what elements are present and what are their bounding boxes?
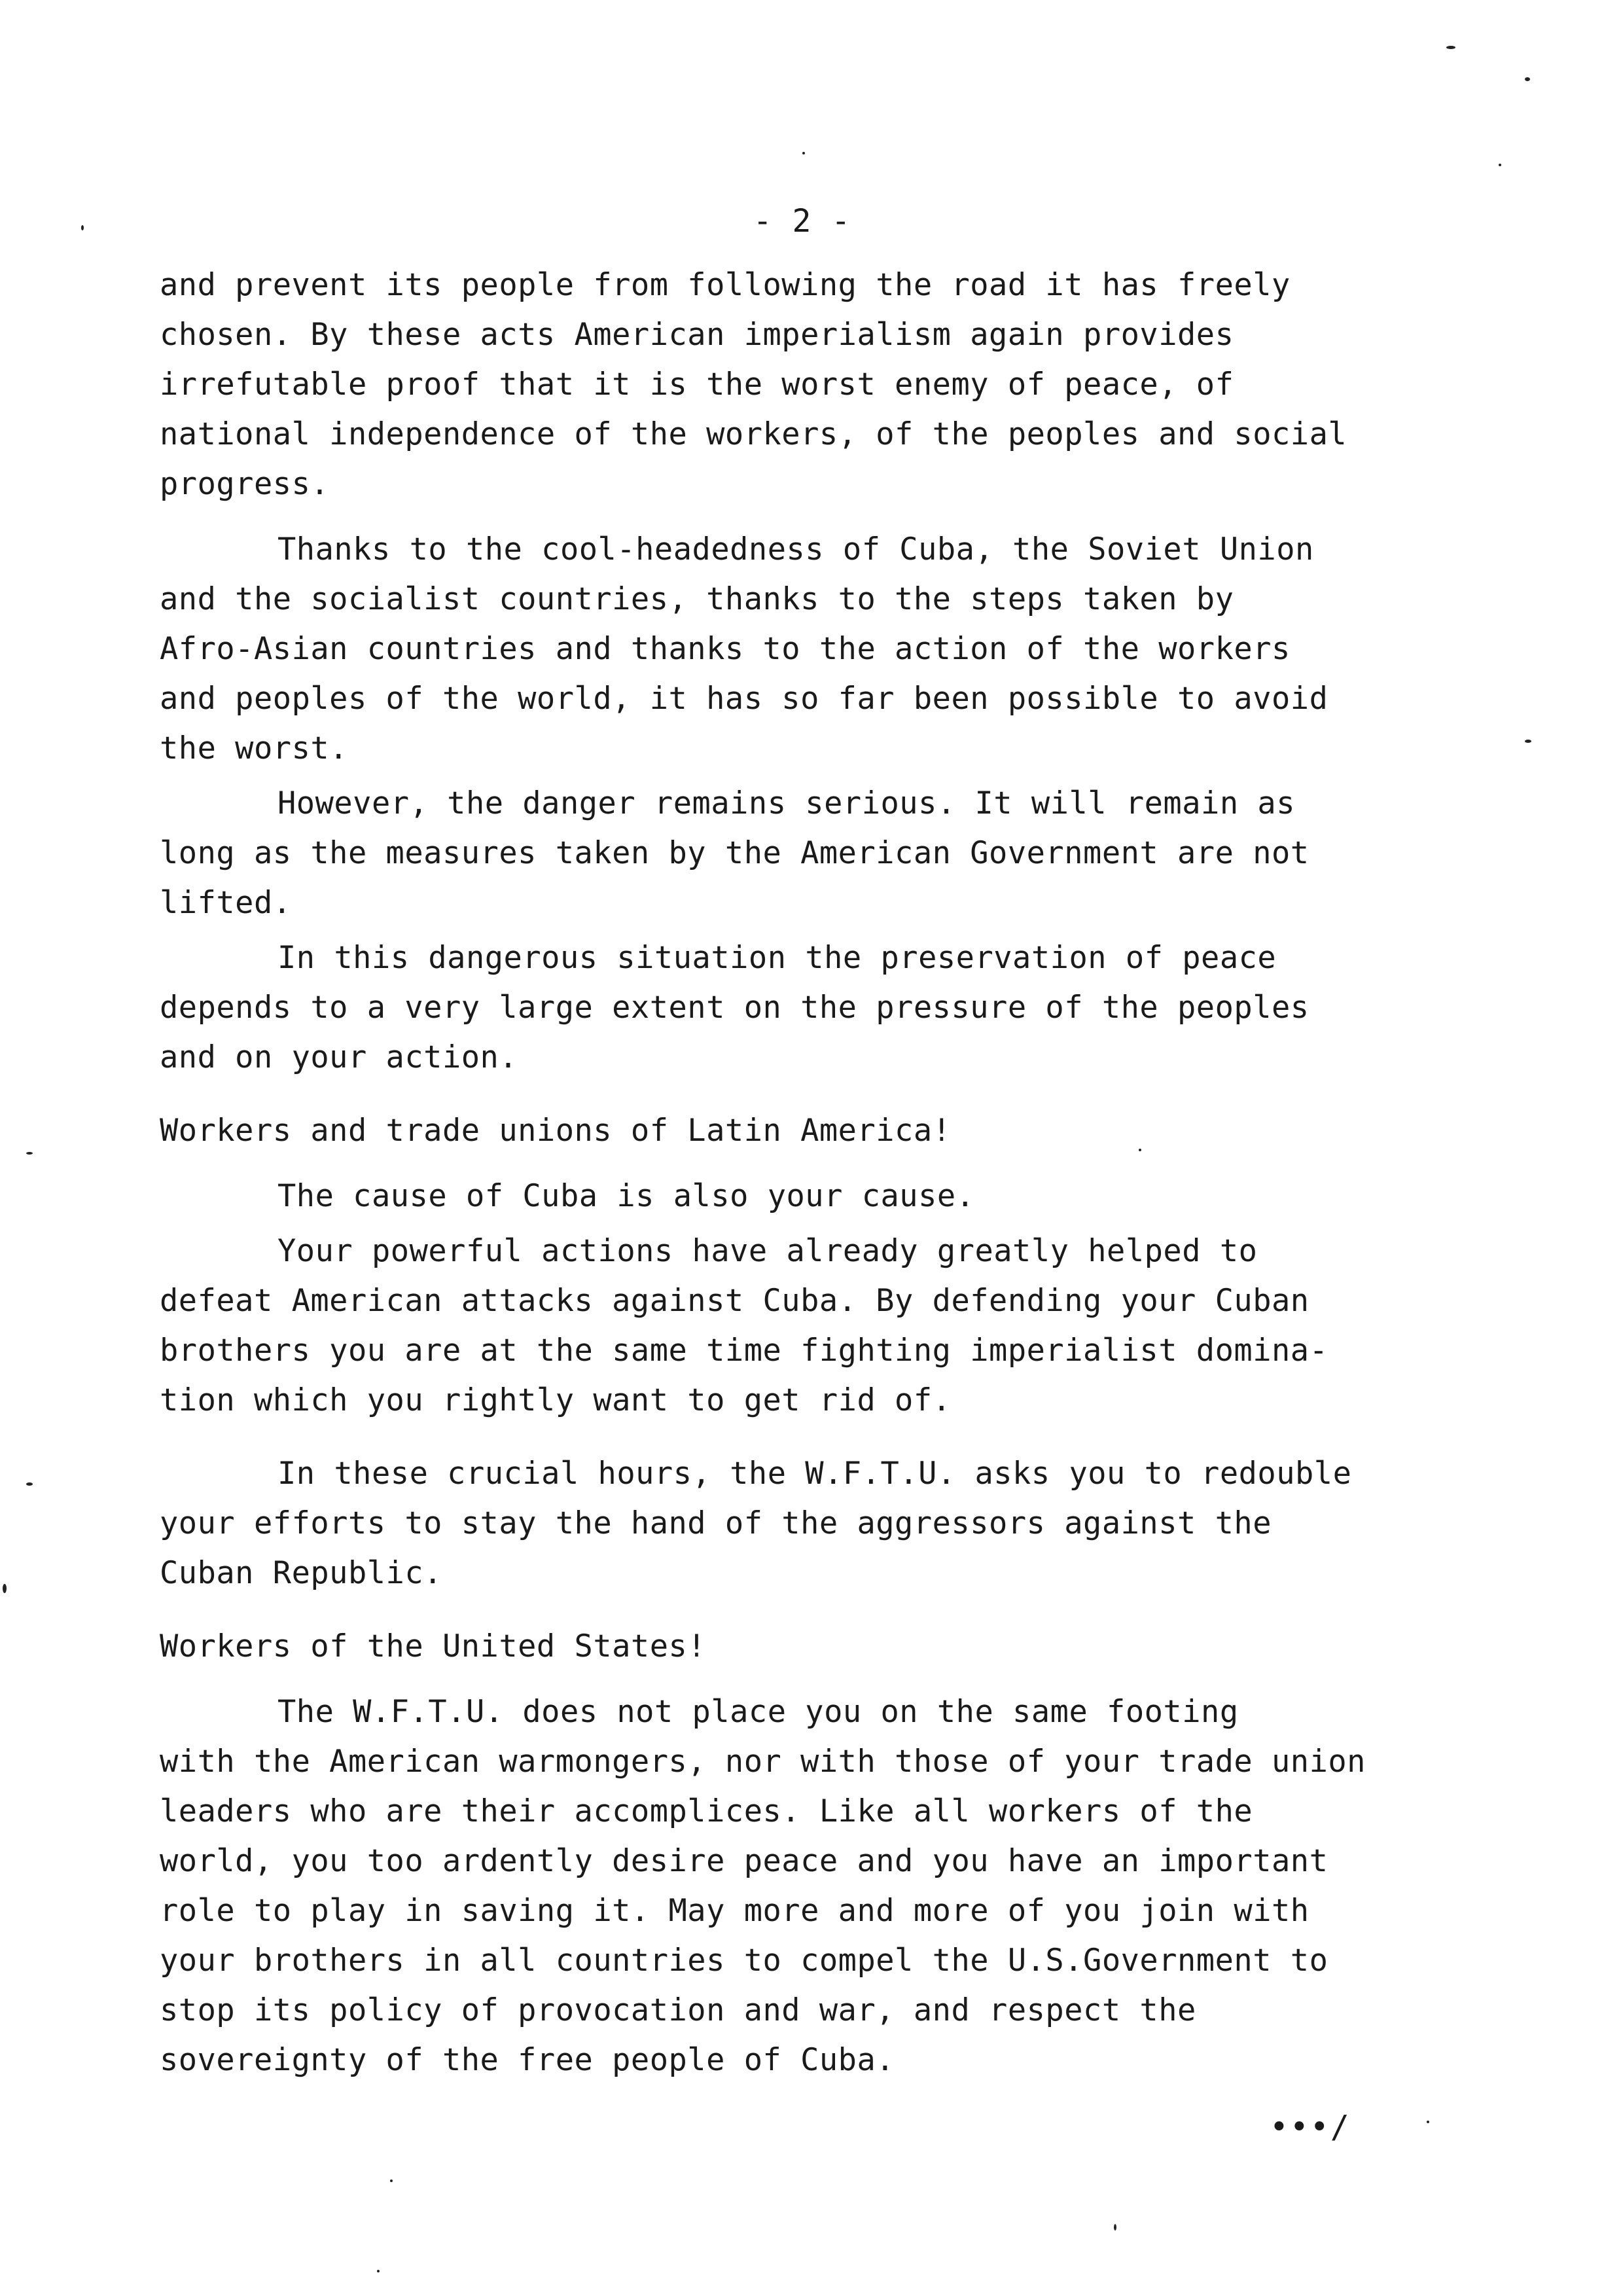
paragraph-dangerous-situation: In this dangerous situation the preservation of peace depends to a very large extent on the pressure of the peoples and on your action. [160, 940, 1310, 1075]
paragraph-danger-remains: However, the danger remains serious. It will remain as long as the measures taken by the American Government are not lifted. [160, 785, 1310, 921]
scan-speck [390, 2179, 393, 2182]
scan-speck [802, 152, 805, 154]
scan-speck [1139, 1149, 1141, 1151]
scan-speck [1525, 77, 1530, 81]
scan-speck [1446, 46, 1455, 49]
continuation-mark: •••/ [1270, 2109, 1351, 2145]
scan-speck [377, 2270, 380, 2272]
paragraph-wftu-footing: The W.F.T.U. does not place you on the same footing with the American warmongers, nor with those of your trade union leaders who are their accomplices. Like all workers of the world, you too ardently desire peace and you have an important role to play in saving it. May more and more of you join with your brothers in all countries to compel the U.S.Government to stop its policy of provocation and war, and respect the sovereignty of the free people of Cuba. [160, 1694, 1366, 2078]
heading-latin-america: Workers and trade unions of Latin America! [160, 1113, 952, 1149]
paragraph-cause-of-cuba: The cause of Cuba is also your cause. [277, 1178, 975, 1214]
scan-speck [1525, 740, 1531, 743]
letter-body [160, 260, 1469, 2085]
heading-united-states: Workers of the United States! [160, 1628, 707, 1664]
paragraph-powerful-actions: Your powerful actions have already greatly helped to defeat American attacks against Cuba. By defending your Cuban brothers you are at the same time fighting imperialist domina- tion which you rightly want to get rid of. [160, 1233, 1328, 1418]
scan-speck [1114, 2224, 1116, 2231]
paragraph-opening-continuation: and prevent its people from following the road it has freely chosen. By these acts American imperialism again provides irrefutable proof that it is the worst enemy of peace, of national independence of the workers, of the peoples and social progress. [160, 267, 1347, 502]
scan-speck [3, 1584, 7, 1593]
paragraph-cool-headedness: Thanks to the cool-headedness of Cuba, the Soviet Union and the socialist countries, thanks to the steps taken by Afro-Asian countries and thanks to the action of the workers and peoples of the world, it has so far been possible to avoid the worst. [160, 531, 1328, 766]
scan-speck [26, 1482, 33, 1486]
page-number: - 2 - [753, 203, 851, 240]
scan-speck [81, 225, 84, 230]
scan-speck [1427, 2121, 1429, 2123]
scan-speck [26, 1152, 33, 1155]
paragraph-crucial-hours: In these crucial hours, the W.F.T.U. asks you to redouble your efforts to stay the hand of the aggressors against the Cuban Republic. [160, 1456, 1352, 1591]
scan-speck [1499, 164, 1501, 166]
